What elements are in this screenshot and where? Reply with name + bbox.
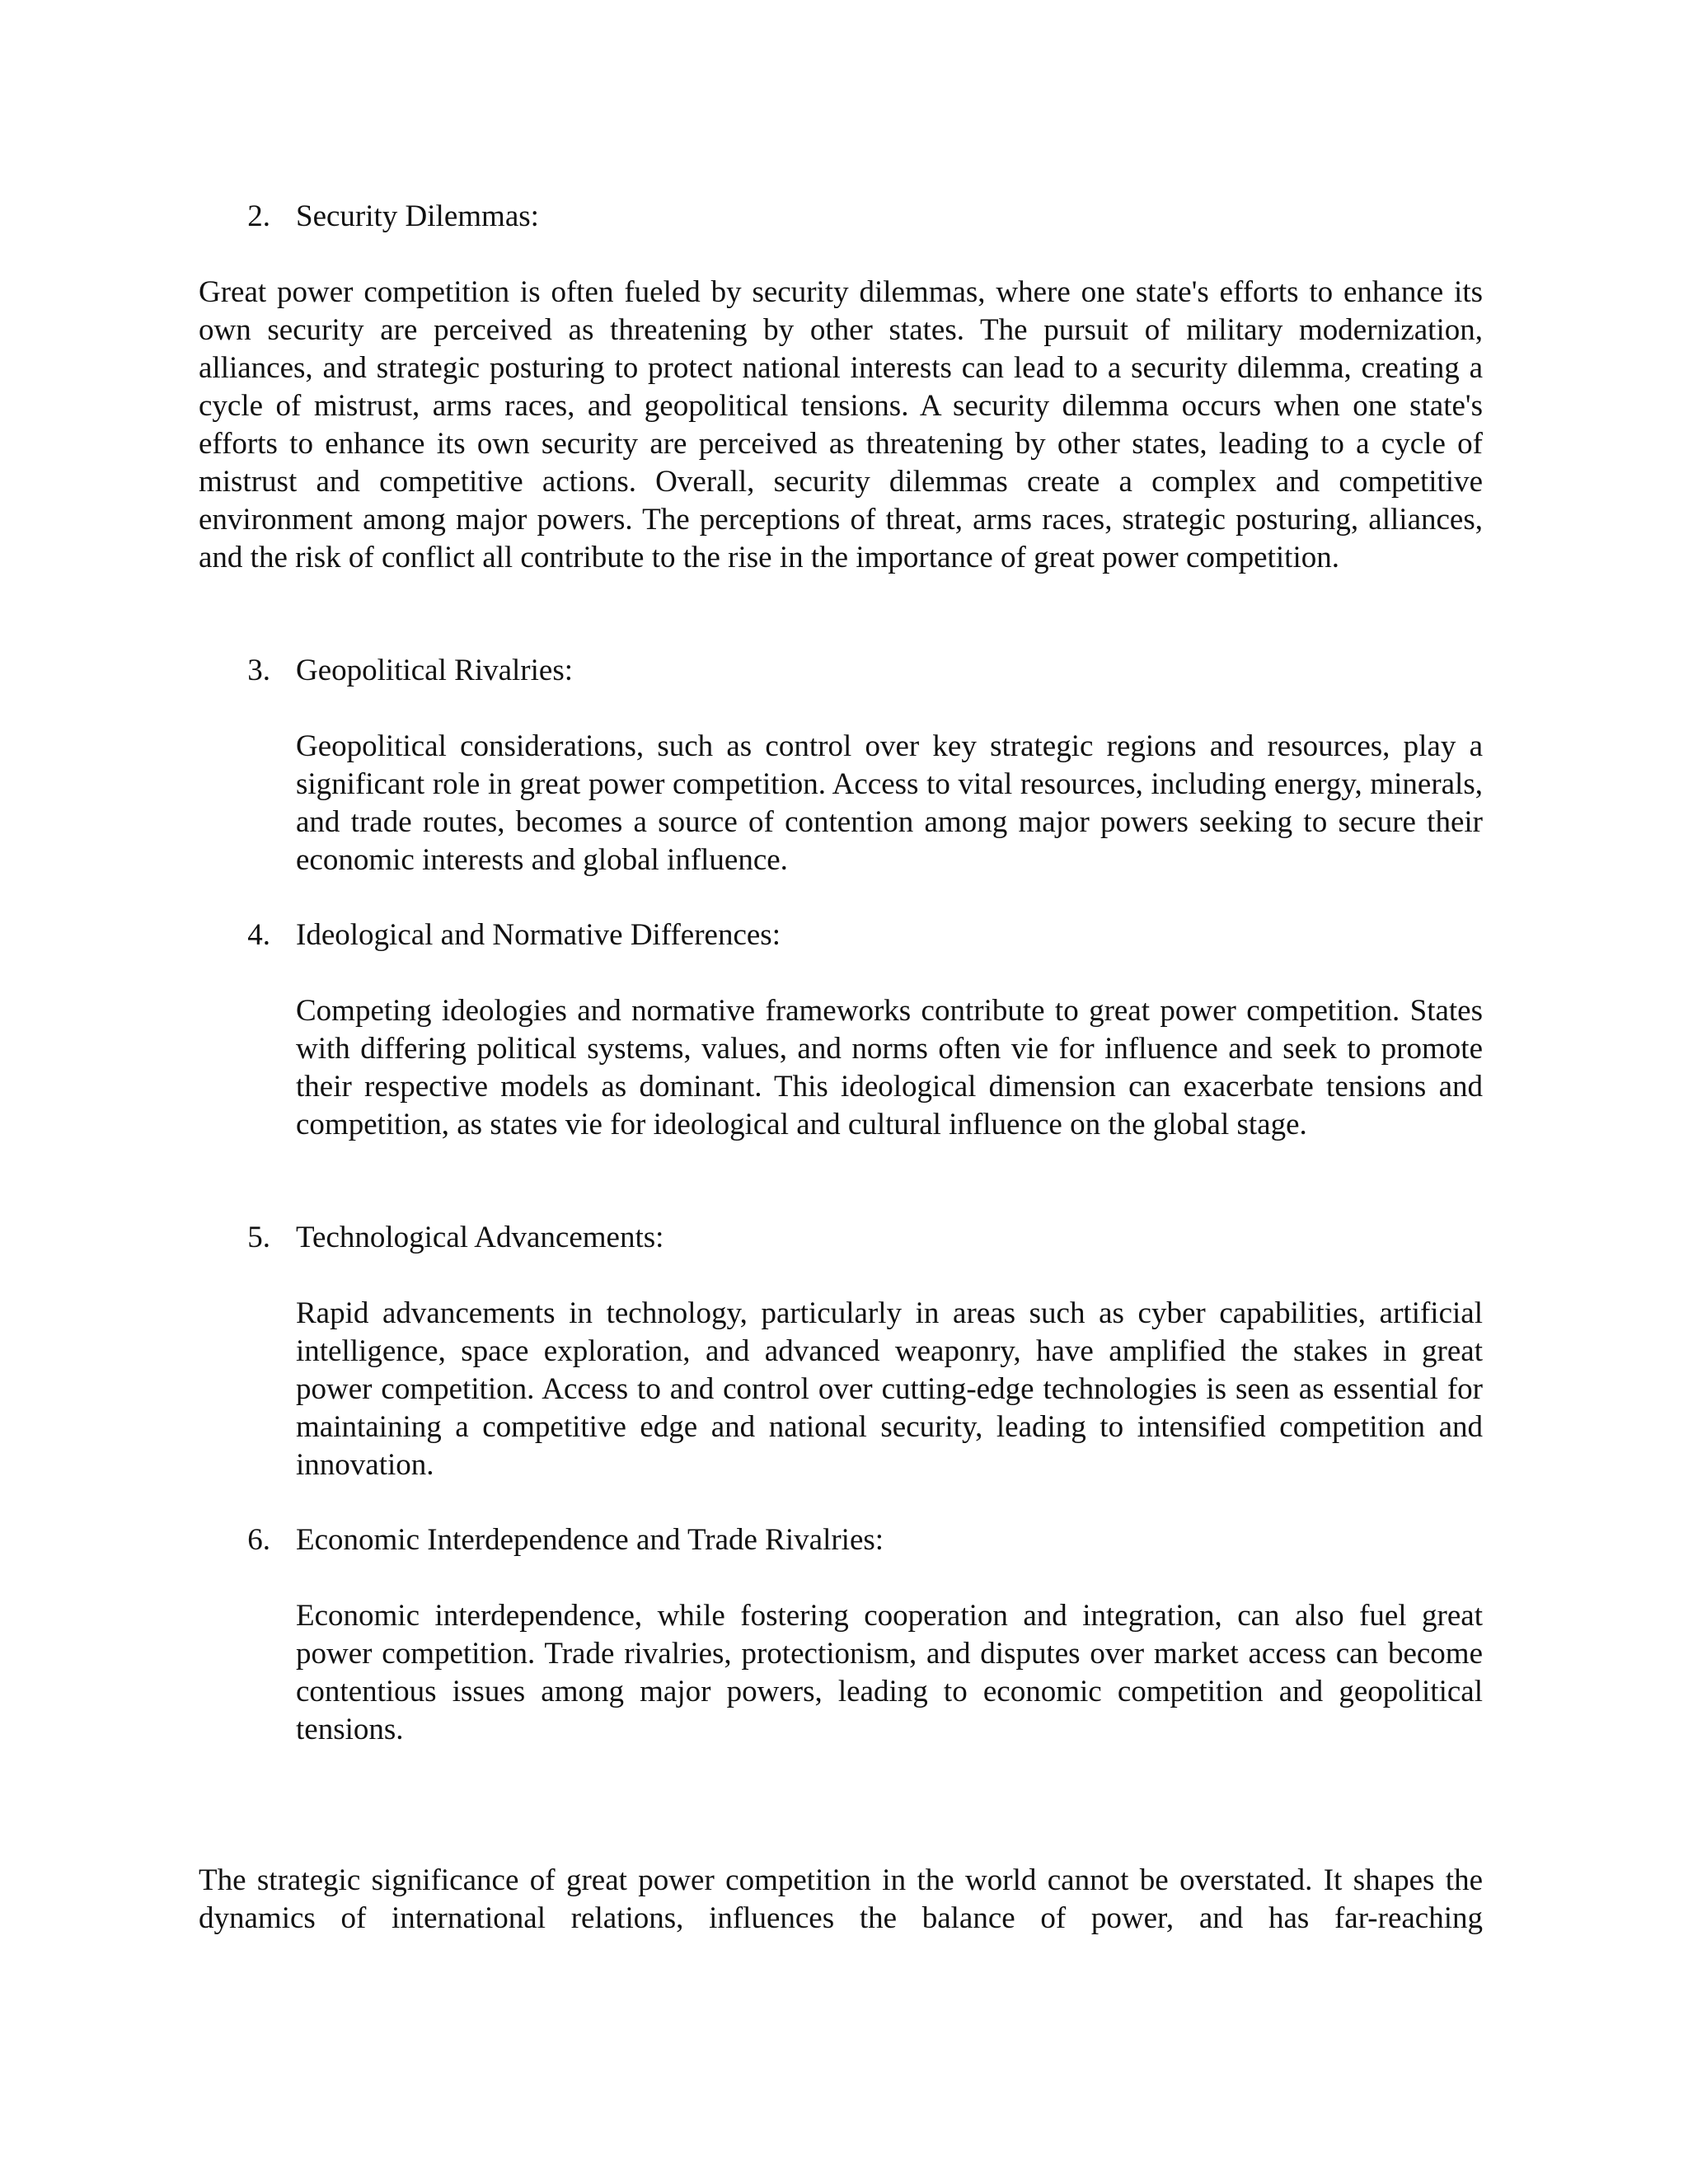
section-3-number: 3. [247, 654, 270, 687]
section-2-number: 2. [247, 199, 270, 233]
section-5-body: Rapid advancements in technology, particularly in areas such as cyber capabilities, artificial intelligence, space exploration, and advanced weaponry, have amplified the stakes in great power competition. Access to and control over cutting-edge technologies is seen as essential for maintaining a competitive edge and national security, leading to intensified competition and innovation. [296, 1296, 1483, 1482]
section-4-title: Ideological and Normative Differences: [296, 918, 781, 952]
section-5-title: Technological Advancements: [296, 1221, 664, 1254]
section-2-title: Security Dilemmas: [296, 199, 539, 233]
closing-paragraph: The strategic significance of great power competition in the world cannot be overstated. It shapes the dynamics of international relations, influences the balance of power, and has far-reaching [199, 1863, 1483, 1935]
section-6-title: Economic Interdependence and Trade Rivalries: [296, 1523, 884, 1557]
section-3-title: Geopolitical Rivalries: [296, 654, 573, 687]
section-4-body: Competing ideologies and normative frameworks contribute to great power competition. States with differing political systems, values, and norms often vie for influence and seek to promote their respective models as dominant. This ideological dimension can exacerbate tensions and competition, as states vie for ideological and cultural influence on the global stage. [296, 994, 1483, 1141]
section-6-number: 6. [247, 1523, 270, 1557]
section-3-body: Geopolitical considerations, such as control over key strategic regions and resources, play a significant role in great power competition. Access to vital resources, including energy, minerals, and trade routes, becomes a source of contention among major powers seeking to secure their economic interests and global influence. [296, 729, 1483, 877]
section-2-body: Great power competition is often fueled by security dilemmas, where one state's efforts to enhance its own security are perceived as threatening by other states. The pursuit of military modernization, alliances, and strategic posturing to protect national interests can lead to a security dilemma, creating a cycle of mistrust, arms races, and geopolitical tensions. A security dilemma occurs when one state's efforts to enhance its own security are perceived as threatening by other states, leading to a cycle of mistrust and competitive actions. Overall, security dilemmas create a complex and competitive environment among major powers. The perceptions of threat, arms races, strategic posturing, alliances, and the risk of conflict all contribute to the rise in the importance of great power competition. [199, 275, 1483, 574]
section-5-number: 5. [247, 1221, 270, 1254]
section-4-number: 4. [247, 918, 270, 952]
section-6-body: Economic interdependence, while fostering cooperation and integration, can also fuel great power competition. Trade rivalries, protectionism, and disputes over market access can become contentious issues among major powers, leading to economic competition and geopolitical tensions. [296, 1599, 1483, 1746]
